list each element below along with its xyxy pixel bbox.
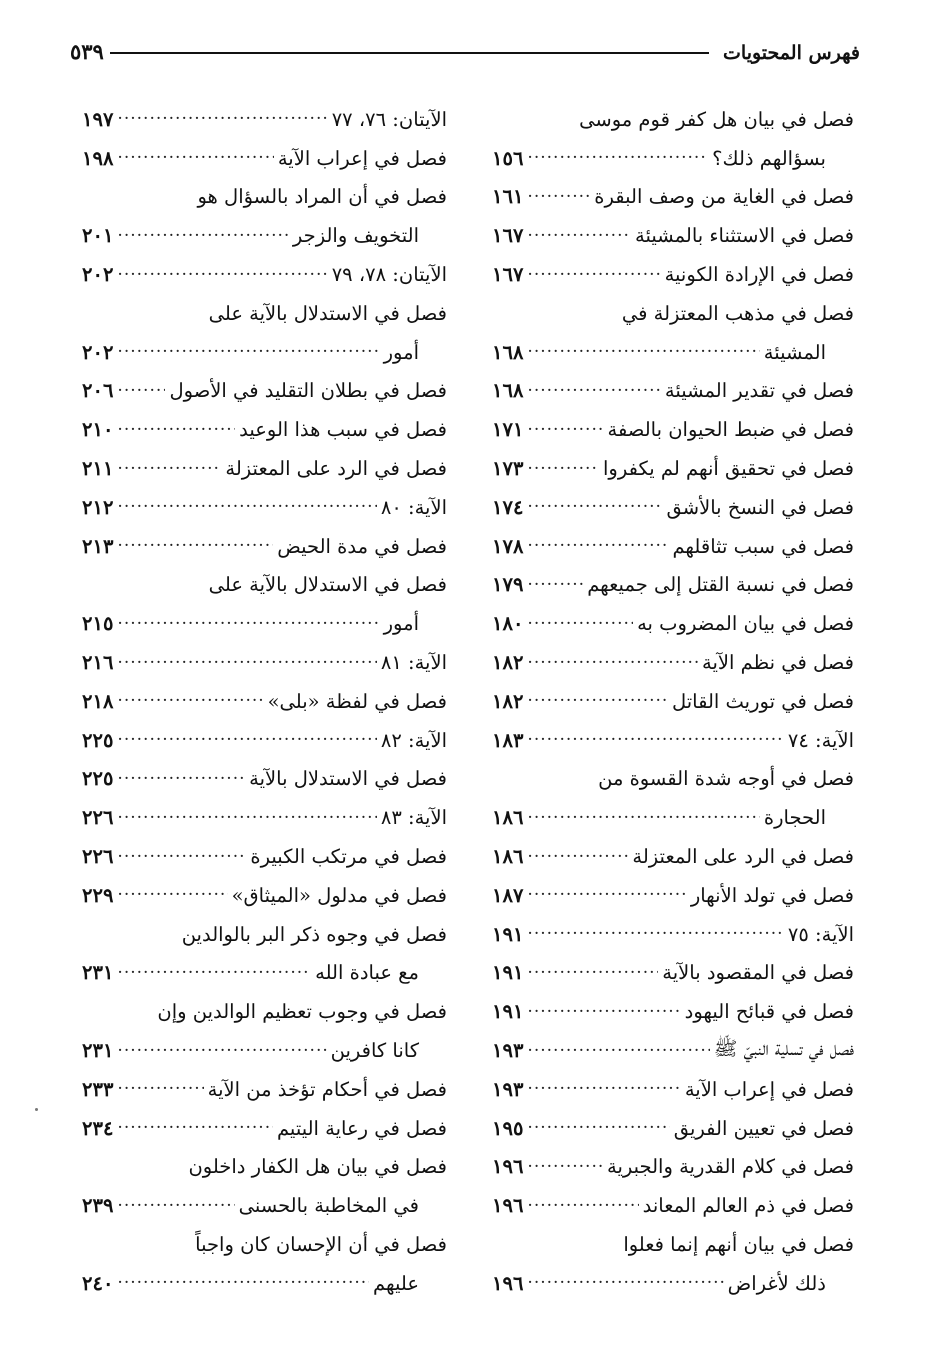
toc-entry-title: فصل في سبب هذا الوعيد [239,418,447,442]
toc-entry [492,488,854,527]
toc-entry [492,100,854,139]
dot-leader [117,380,165,402]
dot-leader [527,923,783,945]
toc-entry-title: فصل في المقصود بالآية [662,961,854,985]
toc-entry-page: ١٦٨ [492,340,524,364]
toc-entry [82,1225,447,1264]
toc-entry-title: فصل في ضبط الحيوان بالصفة [607,418,854,442]
toc-entry-title: كانا كافرين [330,1039,419,1063]
dot-leader [117,1040,326,1062]
toc-entry-page: ٢٢٥ [82,767,114,791]
toc-entry-title: فصل في مدة الحيض [277,534,447,558]
dot-leader [527,652,698,674]
toc-entry [492,410,854,449]
toc-entry-page: ٢٠٦ [82,379,114,403]
toc-entry-page: ١٩١ [492,922,524,946]
toc-entry [82,294,447,333]
toc-entry-title: فصل في بيان هل كفر قوم موسى [579,107,854,131]
toc-entry [82,643,447,682]
toc-entry [82,1031,447,1070]
toc-entry-title: أمور [383,612,419,636]
toc-entry [82,410,447,449]
toc-entry [82,1186,447,1225]
toc-entry-page: ١٨٦ [492,845,524,869]
toc-entry-title: فصل في إعراب الآية [684,1077,854,1101]
toc-entry [82,139,447,178]
dot-leader [527,147,708,169]
toc-entry-title: عليهم [373,1271,419,1295]
dot-leader [117,1195,234,1217]
toc-entry-page: ٢٣١ [82,961,114,985]
toc-entry-title: فصل في قبائح اليهود [684,1000,854,1024]
toc-entry-title: المشيئة [763,340,826,364]
toc-entry-title: فصل في مدلول «الميثاق» [231,883,447,907]
toc-entry [82,798,447,837]
toc-entry [492,760,854,799]
toc-entry-page: ٢٢٥ [82,728,114,752]
toc-entry-title: فصل في كلام القدرية والجبرية [606,1155,854,1179]
toc-entry-title: مع عبادة الله [315,961,419,985]
dot-leader [117,341,379,363]
toc-entry-page: ٢٣٩ [82,1194,114,1218]
dot-leader [527,264,660,286]
toc-entry-title: فصل في أن الإحسان كان واجباً [195,1233,447,1256]
toc-entry-title: الآية: ٨١ [380,651,447,675]
toc-entry-page: ٢١١ [82,457,114,481]
toc-entry-title: الآية: ٨٣ [380,806,447,830]
toc-entry-page: ٢١٢ [82,495,114,519]
toc-entry-title: الآية: ٨٢ [380,728,447,752]
toc-entry-page: ٢١٠ [82,418,114,442]
dot-leader [527,535,668,557]
toc-entry [82,760,447,799]
toc-entry-page: ١٨٢ [492,689,524,713]
toc-entry-title: فصل في مذهب المعتزلة في [621,301,854,325]
toc-entry-title: الآية: ٧٥ [787,922,854,946]
toc-entry [82,604,447,643]
toc-entry-title: فصل في الإرادة الكونية [664,263,854,287]
toc-entry [82,837,447,876]
toc-entry-title: فصل في نسبة القتل إلى جميعهم [587,573,854,597]
toc-entry-title: في المخاطبة بالحسنى [238,1194,419,1218]
toc-entry-title: فصل في بيان المضروب به [637,612,854,636]
toc-entry-page: ١٧٣ [492,457,524,481]
dot-leader [117,264,327,286]
dot-leader [527,690,668,712]
dot-leader [117,496,376,518]
toc-entry [82,682,447,721]
toc-entry [492,721,854,760]
dot-leader [527,1117,669,1139]
toc-entry [82,178,447,217]
dot-leader [117,846,246,868]
toc-entry-title: بسؤالهم ذلك؟ [712,146,826,170]
dot-leader [527,962,658,984]
toc-entry [492,1070,854,1109]
dot-leader [527,341,759,363]
dot-leader [527,1195,638,1217]
toc-entry-title: فصل في الرد على المعتزلة [225,457,447,481]
toc-entry [492,372,854,411]
toc-entry [492,798,854,837]
dot-leader [117,690,263,712]
dot-leader [117,108,327,130]
toc-entry-title: الآية: ٨٠ [380,495,447,519]
toc-entry-page: ١٩٧ [82,107,114,131]
toc-entry-title: فصل في وجوب تعظيم الوالدين وإن [157,1000,447,1024]
dot-leader [117,729,376,751]
toc-entry-page: ٢١٦ [82,651,114,675]
dot-leader [527,1040,709,1062]
toc-entry-page: ٢٠٢ [82,263,114,287]
toc-entry-page: ١٧٤ [492,495,524,519]
toc-entry [82,915,447,954]
dot-leader [527,186,590,208]
toc-entry-title: فصل في تحقيق أنهم لم يكفروا [603,457,854,481]
toc-entry [82,255,447,294]
toc-entry-page: ١٨٣ [492,728,524,752]
toc-entry-page: ٢٣٤ [82,1116,114,1140]
toc-entry [492,139,854,178]
toc-entry-page: ٢٢٦ [82,806,114,830]
toc-entry [82,1148,447,1187]
toc-entry-title: فصل في تقدير المشيئة [664,379,854,403]
dot-leader [527,458,599,480]
dot-leader [117,768,245,790]
toc-entry-title: فصل في لفظة «بلى» [267,689,447,713]
toc-entry-page: ١٦٧ [492,224,524,248]
toc-entry-title: فصل في تولد الأنهار [690,883,854,907]
dot-leader [527,380,660,402]
toc-entry-page: ٢٣١ [82,1039,114,1063]
toc-entry-title: فصل في أحكام تؤخذ من الآية [207,1077,447,1101]
toc-entry [492,527,854,566]
toc-entry-page: ١٩٦ [492,1271,524,1295]
toc-entry-page: ٢١٥ [82,612,114,636]
toc-entry [82,566,447,605]
toc-entry [82,876,447,915]
page-header [70,28,860,64]
dot-leader [117,1272,369,1294]
dot-leader [117,884,227,906]
toc-entry-page: ١٩١ [492,961,524,985]
dot-leader [527,1001,680,1023]
toc-entry [492,178,854,217]
toc-entry [492,682,854,721]
header-rule [110,52,709,54]
toc-entry-page: ١٨٧ [492,883,524,907]
toc-entry [82,372,447,411]
toc-entry-page: ٢١٣ [82,534,114,558]
dot-leader [117,807,376,829]
toc-entry-page: ١٩٦ [492,1194,524,1218]
toc-entry [492,333,854,372]
dot-leader [117,535,273,557]
toc-entry [492,449,854,488]
toc-entry-title: فصل في وجوه ذكر البر بالوالدين [181,922,447,946]
toc-entry [492,1109,854,1148]
toc-entry-page: ١٦٧ [492,263,524,287]
toc-entry [82,992,447,1031]
toc-entry-page: ١٥٦ [492,146,524,170]
dot-leader [117,147,273,169]
toc-entry [492,294,854,333]
toc-entry [82,1070,447,1109]
toc-entry [492,992,854,1031]
toc-entry [492,255,854,294]
toc-entry-title: فصل في النسخ بالأشق [666,495,854,519]
toc-entry-page: ٢٠١ [82,224,114,248]
toc-entry [82,216,447,255]
toc-entry [492,604,854,643]
toc-column-left [82,100,447,1303]
toc-entry [492,876,854,915]
dot-leader [117,458,221,480]
toc-entry-title: الحجارة [763,806,826,830]
toc-entry [82,1264,447,1303]
toc-entry [82,449,447,488]
toc-entry-page: ١٧٨ [492,534,524,558]
toc-entry [492,1225,854,1264]
toc-entry [492,1186,854,1225]
toc-entry-title: التخويف والزجر [292,224,419,248]
dot-leader [527,225,631,247]
toc-entry-title: أمور [383,340,419,364]
toc-entry-page: ١٦١ [492,185,524,209]
dot-leader [527,496,662,518]
dot-leader [527,884,686,906]
toc-entry [492,954,854,993]
toc-entry [82,488,447,527]
toc-entry [492,1031,854,1070]
dot-leader [527,1156,603,1178]
dot-leader [527,574,583,596]
toc-entry-title: فصل في بطلان التقليد في الأصول [169,379,447,403]
toc-entry-page: ١٨٦ [492,806,524,830]
toc-entry-title: الآية: ٧٤ [787,728,854,752]
toc-entry-page: ١٩٦ [492,1155,524,1179]
toc-entry-page: ٢٣٣ [82,1077,114,1101]
toc-entry-title: فصل في مرتكب الكبيرة [250,845,447,869]
toc-entry-title: فصل في توريث القاتل [671,689,854,713]
toc-entry-title: فصل في سبب تثاقلهم [672,534,854,558]
toc-entry [492,216,854,255]
toc-entry-title: ذلك لأغراض [727,1271,826,1295]
dot-leader [527,1078,680,1100]
dot-leader [117,225,289,247]
toc-entry-title: فصل في رعاية اليتيم [276,1116,447,1140]
dot-leader [117,1078,203,1100]
running-title: فهرس المحتويات [723,42,860,64]
toc-entry-title: الآيتان: ٧٦، ٧٧ [331,107,447,131]
dot-leader [527,419,603,441]
toc-entry [492,643,854,682]
toc-entry-title: فصل في الغاية من وصف البقرة [594,185,854,209]
toc-entry [492,1264,854,1303]
toc-entry-page: ٢٠٢ [82,340,114,364]
toc-entry-title: فصل في أوجه شدة القسوة من [598,767,854,791]
toc-entry [82,1109,447,1148]
toc-entry [492,837,854,876]
dot-leader [117,613,379,635]
toc-entry [492,915,854,954]
toc-entry-page: ١٩٨ [82,146,114,170]
toc-entry-title: فصل في الاستدلال بالآية على [208,301,447,325]
toc-entry-title: فصل في تعيين الفريق [673,1116,854,1140]
toc-entry-page: ١٨٠ [492,612,524,636]
toc-entry-title: فصل في أن المراد بالسؤال هو [197,185,447,209]
toc-entry-title: فصل في الاستدلال بالآية على [208,573,447,597]
toc-entry [492,1148,854,1187]
toc-entry-page: ١٩٥ [492,1116,524,1140]
toc-entry-page: ١٨٢ [492,651,524,675]
dot-leader [527,807,759,829]
dot-leader [527,1272,723,1294]
toc-entry-page: ٢٢٦ [82,845,114,869]
toc-entry-page: ١٩٣ [492,1039,524,1063]
dot-leader [117,962,311,984]
toc-entry-page: ٢٤٠ [82,1271,114,1295]
dot-leader [117,419,235,441]
toc-entry-page: ١٦٨ [492,379,524,403]
toc-entry [82,721,447,760]
toc-entry-page: ١٩٣ [492,1077,524,1101]
dot-leader [117,652,376,674]
dot-leader [117,1117,273,1139]
toc-entry [492,566,854,605]
toc-entry [82,954,447,993]
toc-entry-title: فصل في بيان أنهم إنما فعلوا [623,1233,854,1256]
page-number: ٥٣٩ [70,39,104,64]
toc-entry-page: ١٧٩ [492,573,524,597]
toc-entry-title: فصل في تسلية النبيّ ﷺ [713,1036,854,1060]
toc-entry-title: فصل في ذم العالم المعاند [642,1194,854,1218]
toc-entry-title: فصل في الاستثناء بالمشيئة [634,224,854,248]
toc-entry-page: ٢١٨ [82,689,114,713]
toc-entry-page: ١٩١ [492,1000,524,1024]
toc-entry-page: ٢٢٩ [82,883,114,907]
toc-entry-title: فصل في بيان هل الكفار داخلون [188,1155,447,1179]
toc-entry-title: فصل في الاستدلال بالآية [249,767,447,791]
toc-entry-title: فصل في إعراب الآية [277,146,447,170]
toc-column-right [492,100,854,1303]
toc-entry-title: فصل في نظم الآية [702,651,854,675]
dot-leader [527,846,628,868]
toc-entry-title: الآيتان: ٧٨، ٧٩ [331,263,447,287]
dot-leader [527,613,633,635]
toc-entry [82,100,447,139]
toc-entry-title: فصل في الرد على المعتزلة [632,845,854,869]
toc-entry-page: ١٧١ [492,418,524,442]
toc-entry [82,527,447,566]
scan-speck [35,1108,38,1111]
toc-entry [82,333,447,372]
dot-leader [527,729,783,751]
